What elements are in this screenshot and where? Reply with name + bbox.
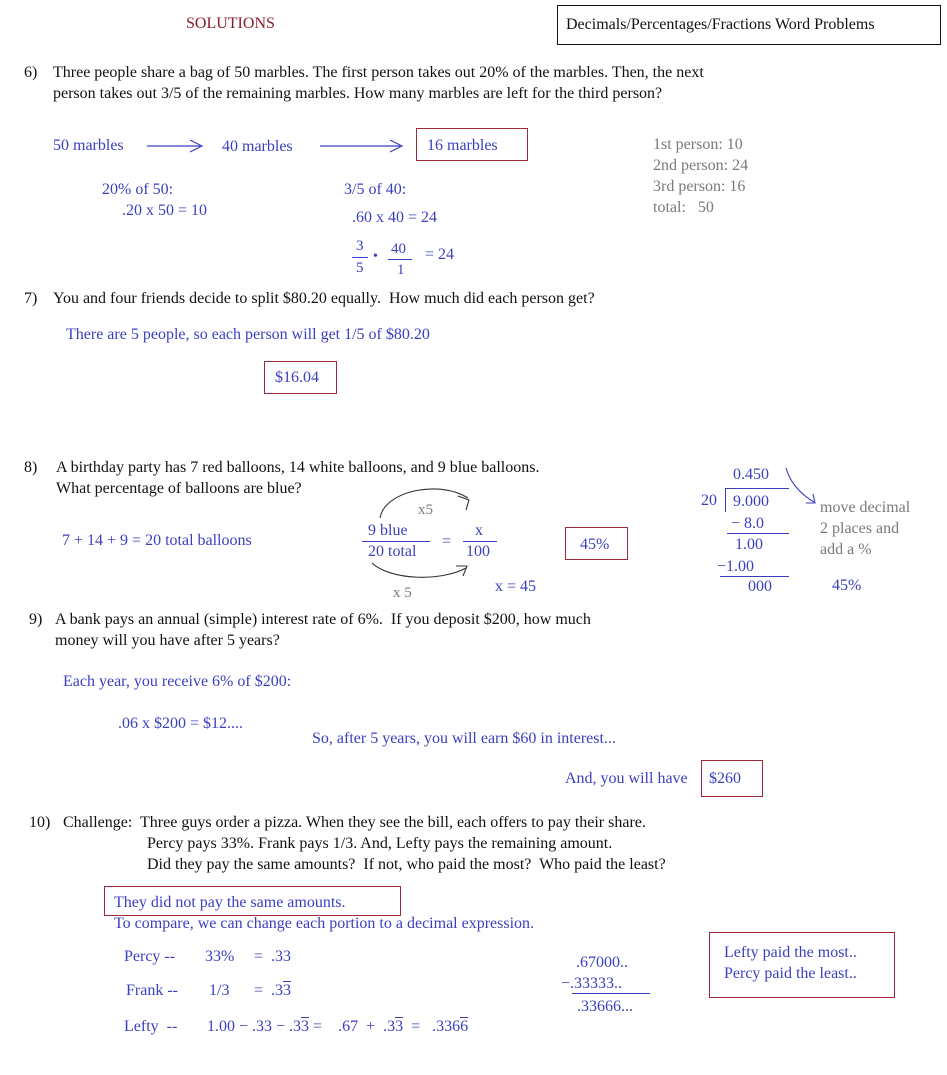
p8-note-line2: 2 places and bbox=[820, 520, 900, 537]
p6-dot: • bbox=[373, 249, 378, 264]
page-title: Decimals/Percentages/Fractions Word Problems bbox=[566, 16, 875, 33]
p6-frac-result: = 24 bbox=[425, 246, 455, 263]
p6-summary-2: 2nd person: 24 bbox=[653, 157, 749, 174]
p8-remainder-2: 000 bbox=[748, 578, 772, 595]
p8-equals: = bbox=[442, 533, 452, 550]
p9-question-line1: A bank pays an annual (simple) interest rate of 6%. If you deposit $200, how much bbox=[55, 611, 591, 628]
p6-percent-calc: .20 x 50 = 10 bbox=[122, 202, 208, 219]
p7-number: 7) bbox=[24, 290, 38, 307]
p6-fraction-calc: .60 x 40 = 24 bbox=[352, 209, 438, 226]
p10-question-line3: Did they pay the same amounts? If not, who paid the most? Who paid the least? bbox=[147, 856, 666, 873]
p6-fraction-label: 3/5 of 40: bbox=[344, 181, 407, 198]
p10-sub-line bbox=[572, 993, 650, 994]
p8-frac2-denominator: 100 bbox=[466, 543, 490, 560]
p6-frac-num2: 40 bbox=[391, 241, 406, 257]
p8-dividend: 9.000 bbox=[733, 493, 769, 510]
p8-subtract-1: − 8.0 bbox=[731, 515, 765, 532]
p10-sub-result: .33666... bbox=[577, 998, 633, 1015]
p9-question-line2: money will you have after 5 years? bbox=[55, 632, 280, 649]
p6-question-line2: person takes out 3/5 of the remaining marbles. How many marbles are left for the third person? bbox=[53, 85, 663, 102]
p10-sub-middle: −.33333.. bbox=[561, 975, 623, 992]
p10-percy-name: Percy -- bbox=[124, 948, 176, 965]
p6-summary-3: 3rd person: 16 bbox=[653, 178, 746, 195]
p9-answer: $260 bbox=[709, 770, 741, 787]
p9-line-4: And, you will have bbox=[565, 770, 688, 787]
p10-conclusion-line1: Lefty paid the most.. bbox=[724, 944, 857, 961]
p9-number: 9) bbox=[29, 611, 43, 628]
p9-line-3: So, after 5 years, you will earn $60 in interest... bbox=[312, 730, 616, 747]
p8-x-equals: x = 45 bbox=[495, 578, 537, 595]
p10-percy-decimal: = .33 bbox=[254, 948, 292, 965]
p10-sub-top: .67000.. bbox=[576, 954, 628, 971]
p6-number: 6) bbox=[24, 64, 38, 81]
p10-lefty-expression: 1.00 − .33 − .33 = .67 + .33 = .3366 bbox=[207, 1018, 469, 1035]
p8-divisor: 20 bbox=[701, 492, 717, 509]
p10-lefty-name: Lefty -- bbox=[124, 1018, 178, 1035]
p8-frac2-numerator: x bbox=[475, 522, 483, 539]
p10-frank-name: Frank -- bbox=[126, 982, 178, 999]
p6-marbles-50: 50 marbles bbox=[53, 137, 124, 154]
p8-note-line3: add a % bbox=[820, 541, 872, 558]
p8-multiply-bottom: x 5 bbox=[393, 585, 412, 601]
p10-answer-line1: They did not pay the same amounts. bbox=[114, 894, 346, 911]
p6-percent-label: 20% of 50: bbox=[102, 181, 174, 198]
p8-sub-line-1 bbox=[727, 533, 789, 534]
p10-frank-value: 1/3 bbox=[209, 982, 230, 999]
p8-quotient: 0.450 bbox=[733, 466, 769, 483]
p8-division-bar bbox=[725, 488, 789, 489]
p8-frac1-denominator: 20 total bbox=[368, 543, 417, 560]
p8-multiply-top: x5 bbox=[418, 502, 433, 518]
p6-marbles-40: 40 marbles bbox=[222, 138, 293, 155]
p8-subtract-2: −1.00 bbox=[717, 558, 755, 575]
p7-explanation: There are 5 people, so each person will get 1/5 of $80.20 bbox=[66, 326, 430, 343]
p8-note-line1: move decimal bbox=[820, 499, 911, 516]
p7-answer: $16.04 bbox=[275, 369, 319, 386]
p10-number: 10) bbox=[29, 814, 51, 831]
p8-note-answer: 45% bbox=[832, 577, 862, 594]
p6-summary-1: 1st person: 10 bbox=[653, 136, 743, 153]
p8-question-line1: A birthday party has 7 red balloons, 14 white balloons, and 9 blue balloons. bbox=[56, 459, 540, 476]
p6-frac-den1: 5 bbox=[356, 260, 364, 276]
p9-line-1: Each year, you receive 6% of $200: bbox=[63, 673, 292, 690]
p7-question: You and four friends decide to split $80.20 equally. How much did each person get? bbox=[53, 290, 595, 307]
p8-total-balloons: 7 + 14 + 9 = 20 total balloons bbox=[62, 532, 252, 549]
p10-question-line1: Challenge: Three guys order a pizza. When they see the bill, each offers to pay their share. bbox=[63, 814, 646, 831]
p8-frac1-numerator: 9 blue bbox=[368, 522, 408, 539]
p8-question-line2: What percentage of balloons are blue? bbox=[56, 480, 302, 497]
p6-frac-den2: 1 bbox=[397, 262, 405, 278]
p8-division-bracket bbox=[725, 488, 726, 512]
p6-frac-num1: 3 bbox=[356, 238, 364, 254]
p8-number: 8) bbox=[24, 459, 38, 476]
p10-percy-value: 33% bbox=[205, 948, 235, 965]
p10-conclusion-line2: Percy paid the least.. bbox=[724, 965, 857, 982]
p10-frank-decimal: = .33 bbox=[254, 982, 292, 999]
solutions-label: SOLUTIONS bbox=[186, 15, 275, 32]
p6-marbles-16: 16 marbles bbox=[427, 137, 498, 154]
p8-answer: 45% bbox=[580, 536, 610, 553]
p9-line-2: .06 x $200 = $12.... bbox=[118, 715, 244, 732]
p6-question-line1: Three people share a bag of 50 marbles. The first person takes out 20% of the marbles. Then, the next bbox=[53, 64, 704, 81]
p10-question-line2: Percy pays 33%. Frank pays 1/3. And, Lefty pays the remaining amount. bbox=[147, 835, 613, 852]
p6-summary-total: total: 50 bbox=[653, 199, 714, 216]
p8-remainder-1: 1.00 bbox=[735, 536, 763, 553]
p10-answer-line2: To compare, we can change each portion to a decimal expression. bbox=[114, 915, 535, 932]
